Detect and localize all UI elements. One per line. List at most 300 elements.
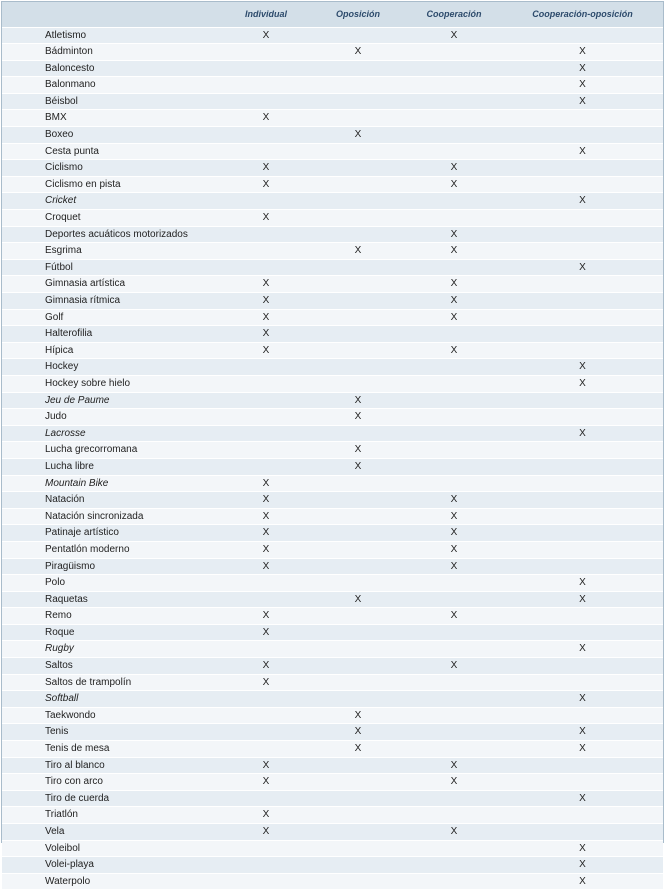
mark-oposicion [310,77,406,94]
mark-individual [222,193,310,210]
mark-cooperacion [406,359,502,376]
mark-oposicion [310,824,406,841]
sport-name: Vela [2,824,222,841]
sport-name: Hípica [2,342,222,359]
mark-oposicion [310,873,406,889]
mark-oposicion [310,60,406,77]
mark-individual: X [222,475,310,492]
mark-individual: X [222,525,310,542]
table-row [2,160,663,177]
mark-cooperacion-oposicion: X [502,790,663,807]
table-row [2,691,663,708]
mark-individual [222,359,310,376]
table-row [2,176,663,193]
mark-cooperacion-oposicion [502,110,663,127]
mark-cooperacion: X [406,226,502,243]
mark-individual [222,691,310,708]
mark-cooperacion-oposicion [502,293,663,310]
sport-name: Volei-playa [2,857,222,874]
mark-cooperacion [406,591,502,608]
mark-oposicion [310,807,406,824]
mark-individual: X [222,342,310,359]
table-row [2,558,663,575]
header-sport [2,2,222,27]
mark-oposicion [310,674,406,691]
table-row [2,840,663,857]
mark-individual [222,857,310,874]
mark-cooperacion-oposicion: X [502,93,663,110]
table-row [2,210,663,227]
table-row [2,575,663,592]
mark-oposicion: X [310,127,406,144]
mark-cooperacion-oposicion [502,624,663,641]
sport-name: Béisbol [2,93,222,110]
sport-name: Taekwondo [2,707,222,724]
mark-individual: X [222,176,310,193]
mark-cooperacion [406,60,502,77]
mark-cooperacion: X [406,293,502,310]
mark-individual [222,741,310,758]
mark-individual: X [222,508,310,525]
mark-cooperacion [406,409,502,426]
table-row [2,93,663,110]
mark-oposicion [310,774,406,791]
mark-individual [222,93,310,110]
table-row [2,359,663,376]
mark-oposicion [310,259,406,276]
sport-name: Triatlón [2,807,222,824]
mark-cooperacion: X [406,342,502,359]
table-row [2,293,663,310]
sport-name: Gimnasia rítmica [2,293,222,310]
mark-cooperacion-oposicion [502,226,663,243]
mark-cooperacion-oposicion [502,160,663,177]
mark-cooperacion-oposicion: X [502,641,663,658]
sport-name: Boxeo [2,127,222,144]
table-row [2,259,663,276]
mark-cooperacion: X [406,492,502,509]
mark-cooperacion-oposicion [502,608,663,625]
table-row [2,143,663,160]
sport-name: Hockey sobre hielo [2,375,222,392]
mark-cooperacion [406,707,502,724]
table-header-row [2,2,663,27]
mark-cooperacion: X [406,309,502,326]
sport-name: Hockey [2,359,222,376]
mark-cooperacion-oposicion: X [502,857,663,874]
table-row [2,790,663,807]
mark-cooperacion-oposicion [502,342,663,359]
table-row [2,77,663,94]
sports-classification-table [2,2,663,889]
mark-oposicion [310,27,406,44]
table-row [2,674,663,691]
mark-cooperacion-oposicion: X [502,44,663,61]
sport-name: Tenis de mesa [2,741,222,758]
mark-oposicion [310,624,406,641]
mark-oposicion: X [310,458,406,475]
mark-cooperacion [406,425,502,442]
mark-oposicion [310,309,406,326]
mark-cooperacion-oposicion [502,458,663,475]
table-row [2,824,663,841]
mark-cooperacion [406,741,502,758]
mark-individual: X [222,309,310,326]
mark-oposicion [310,276,406,293]
sport-name: Tiro al blanco [2,757,222,774]
mark-oposicion [310,840,406,857]
table-row [2,591,663,608]
sport-name: Lacrosse [2,425,222,442]
mark-oposicion [310,525,406,542]
mark-individual: X [222,492,310,509]
header-oposicion: Oposición [335,9,380,20]
mark-cooperacion-oposicion: X [502,575,663,592]
mark-oposicion [310,641,406,658]
mark-cooperacion-oposicion: X [502,193,663,210]
sport-name: Tiro con arco [2,774,222,791]
mark-individual: X [222,608,310,625]
mark-individual [222,60,310,77]
table-row [2,707,663,724]
table-row [2,807,663,824]
table-row [2,326,663,343]
table-row [2,508,663,525]
mark-individual [222,226,310,243]
mark-cooperacion-oposicion: X [502,873,663,889]
mark-individual: X [222,326,310,343]
mark-cooperacion-oposicion [502,127,663,144]
mark-individual: X [222,293,310,310]
mark-individual [222,442,310,459]
mark-oposicion [310,143,406,160]
mark-cooperacion-oposicion [502,541,663,558]
mark-individual: X [222,110,310,127]
mark-individual: X [222,824,310,841]
mark-cooperacion: X [406,276,502,293]
sport-name: Deportes acuáticos motorizados [2,226,222,243]
mark-cooperacion [406,840,502,857]
mark-cooperacion [406,392,502,409]
mark-cooperacion [406,375,502,392]
table-row [2,342,663,359]
mark-individual: X [222,624,310,641]
table-row [2,492,663,509]
sport-name: Voleibol [2,840,222,857]
mark-oposicion [310,608,406,625]
mark-cooperacion [406,143,502,160]
mark-oposicion [310,226,406,243]
mark-individual [222,243,310,260]
table-row [2,44,663,61]
mark-cooperacion [406,724,502,741]
sport-name: Ciclismo en pista [2,176,222,193]
sport-name: Lucha grecorromana [2,442,222,459]
sport-name: Piragüismo [2,558,222,575]
mark-cooperacion [406,127,502,144]
sport-name: Lucha libre [2,458,222,475]
mark-oposicion [310,93,406,110]
table-row [2,873,663,889]
mark-individual [222,840,310,857]
mark-individual: X [222,27,310,44]
mark-individual: X [222,210,310,227]
mark-cooperacion: X [406,757,502,774]
table-row [2,757,663,774]
mark-individual [222,724,310,741]
sport-name: Bádminton [2,44,222,61]
table-row [2,624,663,641]
mark-individual [222,458,310,475]
mark-cooperacion [406,790,502,807]
table-row [2,724,663,741]
mark-oposicion [310,110,406,127]
sport-name: Patinaje artístico [2,525,222,542]
sport-name: Judo [2,409,222,426]
mark-oposicion [310,658,406,675]
table-row [2,27,663,44]
mark-cooperacion: X [406,824,502,841]
mark-cooperacion: X [406,27,502,44]
mark-individual [222,44,310,61]
mark-cooperacion-oposicion [502,658,663,675]
mark-cooperacion [406,575,502,592]
table-row [2,425,663,442]
mark-oposicion [310,326,406,343]
mark-oposicion: X [310,409,406,426]
mark-oposicion [310,492,406,509]
mark-oposicion [310,342,406,359]
mark-oposicion: X [310,724,406,741]
mark-individual [222,591,310,608]
mark-cooperacion [406,93,502,110]
mark-cooperacion-oposicion: X [502,143,663,160]
sport-name: Polo [2,575,222,592]
sport-name: Tiro de cuerda [2,790,222,807]
mark-cooperacion-oposicion [502,707,663,724]
table-body [2,27,663,889]
mark-cooperacion-oposicion [502,807,663,824]
mark-cooperacion: X [406,541,502,558]
mark-cooperacion [406,44,502,61]
sport-name: Halterofilia [2,326,222,343]
mark-oposicion [310,210,406,227]
mark-cooperacion-oposicion: X [502,425,663,442]
sport-name: Raquetas [2,591,222,608]
table-row [2,226,663,243]
mark-oposicion [310,425,406,442]
mark-cooperacion-oposicion [502,525,663,542]
sport-name: Golf [2,309,222,326]
mark-cooperacion [406,458,502,475]
mark-individual: X [222,807,310,824]
mark-cooperacion [406,326,502,343]
mark-individual [222,707,310,724]
table-row [2,458,663,475]
table-row [2,127,663,144]
header-cooperacion: Cooperación [426,9,482,20]
mark-cooperacion-oposicion: X [502,77,663,94]
mark-cooperacion [406,77,502,94]
mark-cooperacion [406,873,502,889]
header-cooperacion-oposicion: Cooperación-oposición [532,9,633,20]
mark-individual [222,873,310,889]
table-row [2,641,663,658]
mark-individual [222,790,310,807]
mark-oposicion: X [310,392,406,409]
mark-cooperacion [406,475,502,492]
table-row [2,375,663,392]
mark-individual [222,575,310,592]
sport-name: Croquet [2,210,222,227]
mark-cooperacion-oposicion: X [502,359,663,376]
mark-individual: X [222,541,310,558]
mark-individual: X [222,757,310,774]
table-row [2,110,663,127]
mark-individual: X [222,674,310,691]
table-row [2,774,663,791]
sport-name: Gimnasia artística [2,276,222,293]
mark-cooperacion-oposicion: X [502,259,663,276]
mark-oposicion: X [310,591,406,608]
mark-oposicion [310,359,406,376]
sport-name: Cricket [2,193,222,210]
mark-cooperacion: X [406,774,502,791]
sports-classification-table-frame [1,1,664,887]
mark-cooperacion-oposicion: X [502,724,663,741]
sport-name: Pentatlón moderno [2,541,222,558]
mark-oposicion: X [310,741,406,758]
sport-name: Ciclismo [2,160,222,177]
mark-individual: X [222,160,310,177]
mark-cooperacion: X [406,160,502,177]
table-row [2,658,663,675]
sport-name: Atletismo [2,27,222,44]
sport-name: Softball [2,691,222,708]
mark-oposicion [310,176,406,193]
mark-cooperacion-oposicion [502,176,663,193]
mark-cooperacion-oposicion [502,558,663,575]
mark-cooperacion-oposicion [502,276,663,293]
table-row [2,525,663,542]
mark-oposicion: X [310,44,406,61]
header-individual: Individual [244,9,287,20]
mark-oposicion [310,575,406,592]
table-row [2,442,663,459]
mark-cooperacion [406,857,502,874]
mark-oposicion: X [310,442,406,459]
sport-name: Remo [2,608,222,625]
mark-cooperacion-oposicion: X [502,60,663,77]
mark-individual: X [222,276,310,293]
mark-oposicion [310,790,406,807]
mark-cooperacion: X [406,608,502,625]
mark-individual: X [222,658,310,675]
mark-cooperacion-oposicion: X [502,691,663,708]
mark-cooperacion [406,259,502,276]
mark-cooperacion [406,210,502,227]
mark-cooperacion-oposicion [502,757,663,774]
mark-oposicion [310,193,406,210]
sport-name: Natación [2,492,222,509]
mark-cooperacion-oposicion: X [502,375,663,392]
mark-oposicion [310,857,406,874]
mark-individual: X [222,558,310,575]
mark-cooperacion: X [406,508,502,525]
mark-cooperacion [406,674,502,691]
mark-cooperacion: X [406,176,502,193]
mark-individual: X [222,774,310,791]
mark-cooperacion [406,624,502,641]
mark-cooperacion-oposicion [502,392,663,409]
table-row [2,276,663,293]
sport-name: Balonmano [2,77,222,94]
table-row [2,243,663,260]
sport-name: Rugby [2,641,222,658]
sport-name: Baloncesto [2,60,222,77]
mark-cooperacion-oposicion [502,309,663,326]
sport-name: BMX [2,110,222,127]
mark-individual [222,143,310,160]
table-row [2,193,663,210]
sport-name: Cesta punta [2,143,222,160]
mark-individual [222,425,310,442]
mark-oposicion [310,757,406,774]
mark-cooperacion [406,110,502,127]
mark-cooperacion-oposicion [502,774,663,791]
mark-individual [222,259,310,276]
mark-cooperacion: X [406,658,502,675]
mark-oposicion [310,558,406,575]
table-row [2,60,663,77]
mark-cooperacion [406,641,502,658]
mark-cooperacion: X [406,525,502,542]
mark-oposicion [310,475,406,492]
mark-cooperacion-oposicion [502,243,663,260]
mark-cooperacion-oposicion [502,492,663,509]
sport-name: Saltos de trampolín [2,674,222,691]
mark-cooperacion: X [406,558,502,575]
mark-oposicion: X [310,707,406,724]
mark-individual [222,409,310,426]
sport-name: Saltos [2,658,222,675]
sport-name: Waterpolo [2,873,222,889]
mark-cooperacion-oposicion [502,475,663,492]
table-row [2,475,663,492]
table-row [2,741,663,758]
mark-individual [222,392,310,409]
table-row [2,309,663,326]
mark-cooperacion [406,193,502,210]
mark-cooperacion [406,691,502,708]
mark-oposicion [310,691,406,708]
sport-name: Roque [2,624,222,641]
mark-cooperacion-oposicion [502,508,663,525]
mark-cooperacion-oposicion: X [502,741,663,758]
mark-cooperacion-oposicion [502,409,663,426]
mark-cooperacion-oposicion [502,27,663,44]
sport-name: Fútbol [2,259,222,276]
mark-cooperacion: X [406,243,502,260]
mark-individual [222,127,310,144]
table-row [2,541,663,558]
mark-cooperacion [406,807,502,824]
mark-oposicion [310,508,406,525]
table-row [2,857,663,874]
mark-cooperacion-oposicion [502,442,663,459]
mark-cooperacion-oposicion [502,326,663,343]
table-row [2,608,663,625]
